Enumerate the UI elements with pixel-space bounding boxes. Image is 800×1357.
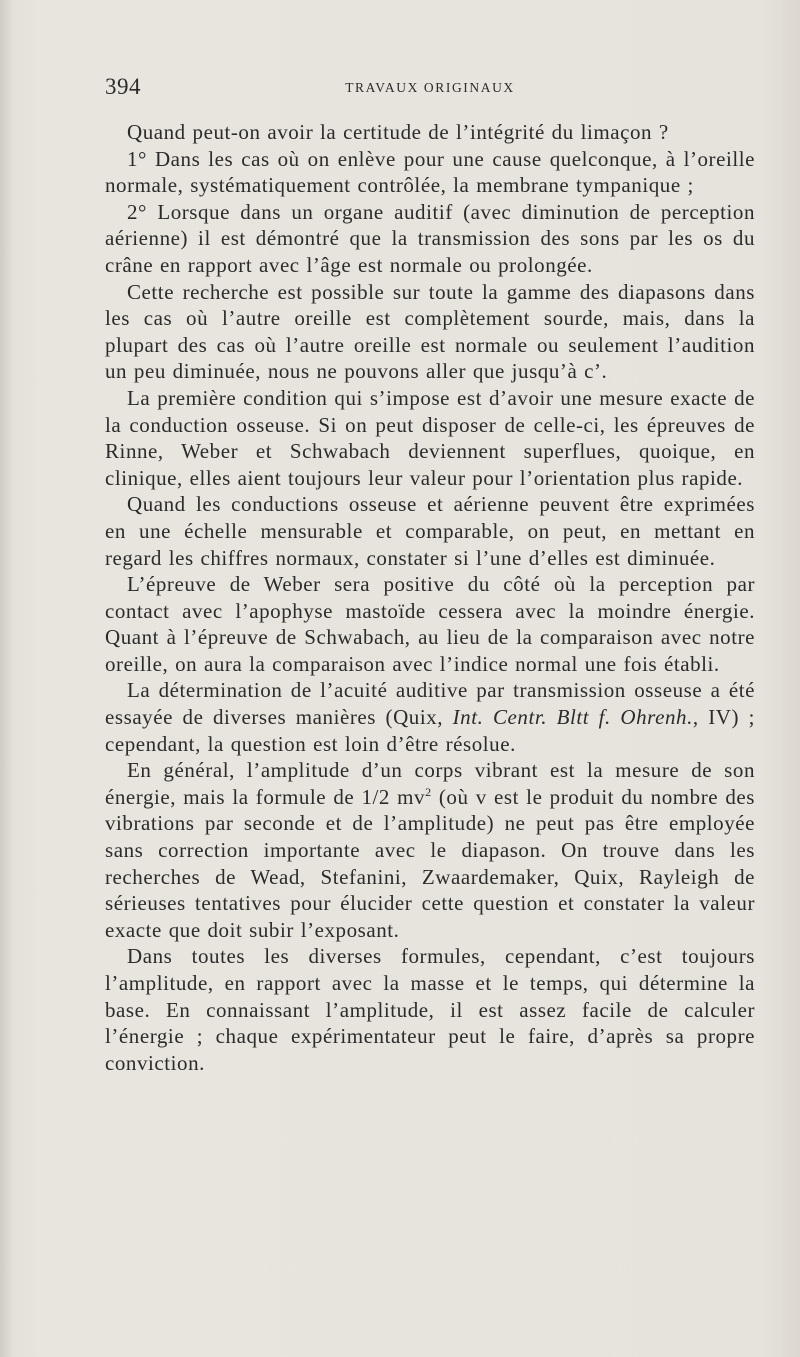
paragraph-weber: L’épreuve de Weber sera positive du côté où la perception par contact avec l’apophyse mastoïde cessera avec la moindre énergie. Quant à l’épreuve de Schwabach, au lieu de la comparaison avec notre oreille, on aura la comparaison avec l’indice normal une fois établi. — [105, 572, 755, 676]
paragraph-conductions: Quand les conductions osseuse et aérienne peuvent être exprimées en une échelle mensurable et comparable, on peut, en mettant en regard les chiffres normaux, constater si l’une d’elles est diminuée. — [105, 492, 755, 570]
paragraph-point-2: 2° Lorsque dans un organe auditif (avec diminution de perception aérienne) il est démontré que la transmission des sons par les os du crâne en rapport avec l’âge est normale ou prolongée. — [105, 199, 755, 277]
paragraph-premiere-condition: La première condition qui s’impose est d’avoir une mesure exacte de la conduction osseuse. Si on peut disposer de celle-ci, les épreuves de Rinne, Weber et Schwabach deviennent superflues, quoique, en clinique, elles aient toujours leur valeur pour l’orientation plus rapide. — [105, 385, 755, 490]
paragraph-point-1: 1° Dans les cas où on enlève pour une cause quelconque, à l’oreille normale, systématiquement contrôlée, la membrane tympanique ; — [105, 146, 755, 198]
amplitude-text-end: (où v est le produit du nombre des vibrations par seconde et de l’amplitude) ne peut pas être employée sans correction importante avec le diapason. On trouve dans les recherches de Wead, Stefanini, Zwaardemaker, Quix, Rayleigh de sérieuses tentatives pour élucider cette question et constater la valeur exacte que doit subir l’exposant. — [105, 784, 755, 942]
determination-text-end: , IV) ; cependant, la question est loin d’être résolue. — [105, 705, 756, 756]
page-number: 394 — [105, 74, 141, 99]
amplitude-text-start: En général, l’amplitude d’un corps vibrant est la mesure de son énergie, mais la formule de 1/2 mv — [105, 758, 755, 809]
citation-italic: Int. Centr. Bltt f. Ohrenh. — [452, 705, 693, 730]
determination-text-start: La détermination de l’acuité auditive par transmission osseuse a été essayée de diverses manières (Quix, — [105, 678, 755, 730]
paragraph-question: Quand peut-on avoir la certitude de l’intégrité du limaçon ? — [127, 120, 669, 144]
paragraph-formules: Dans toutes les diverses formules, cependant, c’est toujours l’amplitude, en rapport avec la masse et le temps, qui détermine la base. En connaissant l’amplitude, il est assez facile de calculer l’énergie ; chaque expérimentateur peut le faire, d’après sa propre conviction. — [105, 944, 755, 1075]
exponent: 2 — [425, 784, 432, 799]
paragraph-recherche: Cette recherche est possible sur toute la gamme des diapasons dans les cas où l’autre oreille est complètement sourde, mais, dans la plupart des cas où l’autre oreille est normale ou seulement l’audition un peu diminuée, nous ne pouvons aller que jusqu’à c’. — [105, 279, 755, 384]
paragraph-amplitude — [105, 757, 755, 943]
paragraph-determination — [105, 677, 755, 757]
page-header — [105, 74, 755, 104]
running-head: TRAVAUX ORIGINAUX — [345, 80, 515, 95]
body-text — [105, 119, 755, 1076]
